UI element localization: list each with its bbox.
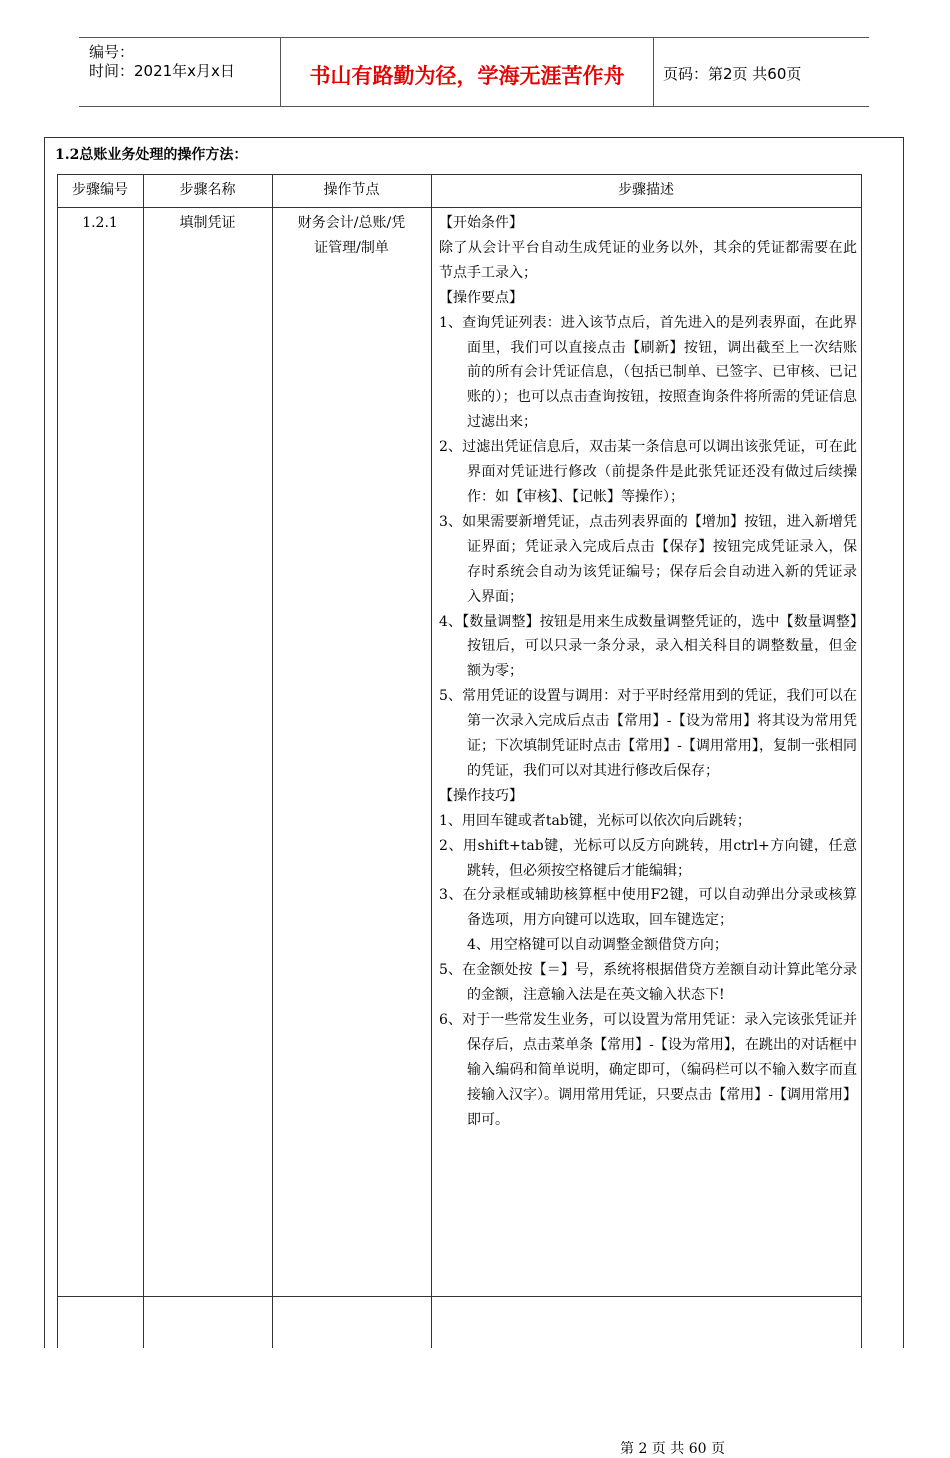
column-header-node: 操作节点 bbox=[323, 182, 380, 198]
description-list-item: 2、过滤出凭证信息后，双击某一条信息可以调出该张凭证，可在此界面对凭证进行修改（前提条件是此张凭证还没有做过后续操作：如【审核】、【记帐】等操作）； bbox=[439, 439, 857, 505]
table-row-border bbox=[57, 1296, 861, 1297]
column-header-step-name: 步骤名称 bbox=[179, 182, 236, 198]
table-col-border bbox=[861, 174, 862, 1348]
header-page-cell bbox=[653, 38, 869, 106]
description-list-item: 2、用shift+tab键，光标可以反方向跳转，用ctrl+方向键，任意跳转，但必须按空格键后才能编辑； bbox=[439, 837, 857, 879]
description-cell bbox=[439, 211, 857, 1133]
table-col-border bbox=[143, 174, 144, 1348]
description-paragraph: 【操作要点】 bbox=[439, 289, 523, 306]
steps-table bbox=[57, 174, 861, 1348]
table-col-border bbox=[431, 174, 432, 1348]
column-header-description: 步骤描述 bbox=[618, 182, 674, 198]
description-list-item: 1、用回车键或者tab键，光标可以依次向后跳转； bbox=[439, 812, 751, 829]
content-frame bbox=[44, 137, 904, 1457]
description-list-item: 5、常用凭证的设置与调用：对于平时经常用到的凭证，我们可以在第一次录入完成后点击【常用】-【设为常用】将其设为常用凭证；下次填制凭证时点击【常用】-【调用常用】，复制一张相同的凭证，我们可以对其进行修改后保存； bbox=[439, 688, 857, 779]
column-header-step-no: 步骤编号 bbox=[72, 182, 128, 198]
document-header bbox=[79, 37, 869, 107]
header-meta-cell bbox=[79, 38, 280, 106]
description-list-item: 4、【数量调整】按钮是用来生成数量调整凭证的，选中【数量调整】按钮后，可以只录一条分录，录入相关科目的调整数量，但金额为零； bbox=[439, 613, 857, 680]
description-list-item: 1、查询凭证列表：进入该节点后，首先进入的是列表界面，在此界面里，我们可以直接点击【刷新】按钮，调出截至上一次结账前的所有会计凭证信息，（包括已制单、已签字、已审核、已记账的）；也可以点击查询按钮，按照查询条件将所需的凭证信息过滤出来； bbox=[439, 314, 857, 431]
header-motto-cell bbox=[280, 38, 654, 106]
node-line: 财务会计/总账/凭 bbox=[297, 215, 406, 231]
table-col-border bbox=[57, 174, 58, 1348]
motto-text: 书山有路勤为径，学海无涯苦作舟 bbox=[309, 64, 625, 88]
page-footer: 第 2 页 共 60 页 bbox=[620, 1441, 725, 1457]
description-list-item: 5、在金额处按【＝】号，系统将根据借贷方差额自动计算此笔分录的金额，注意输入法是在英文输入状态下! bbox=[439, 962, 857, 1004]
step-name-cell: 填制凭证 bbox=[179, 215, 236, 231]
table-col-border bbox=[272, 174, 273, 1348]
node-line: 证管理/制单 bbox=[314, 239, 389, 256]
node-cell bbox=[272, 211, 431, 261]
description-list-item: 4、用空格键可以自动调整金额借贷方向； bbox=[467, 937, 728, 954]
description-paragraph: 【操作技巧】 bbox=[439, 787, 523, 804]
section-title: 1.2总账业务处理的操作方法： bbox=[55, 147, 248, 163]
step-no-cell: 1.2.1 bbox=[82, 215, 118, 231]
description-paragraph: 除了从会计平台自动生成凭证的业务以外，其余的凭证都需要在此节点手工录入； bbox=[439, 239, 857, 281]
document-time-label: 时间：2021年x月x日 bbox=[89, 62, 235, 80]
description-list-item: 3、如果需要新增凭证，点击列表界面的【增加】按钮，进入新增凭证界面；凭证录入完成后点击【保存】按钮完成凭证录入，保存时系统会自动为该凭证编号；保存后会自动进入新的凭证录入界面； bbox=[439, 513, 857, 605]
description-list-item: 6、对于一些常发生业务，可以设置为常用凭证：录入完该张凭证并保存后，点击菜单条【常用】-【设为常用】，在跳出的对话框中输入编码和简单说明，确定即可，（编码栏可以不输入数字而直接输入汉字）。调用常用凭证，只要点击【常用】-【调用常用】即可。 bbox=[439, 1012, 857, 1128]
table-header-border bbox=[57, 207, 861, 208]
page-info: 页码：第2页 共60页 bbox=[663, 65, 802, 83]
document-number-label: 编号： bbox=[89, 43, 135, 61]
description-paragraph: 【开始条件】 bbox=[439, 215, 523, 231]
description-list-item: 3、在分录框或辅助核算框中使用F2键，可以自动弹出分录或核算备选项，用方向键可以选取，回车键选定； bbox=[439, 887, 857, 929]
